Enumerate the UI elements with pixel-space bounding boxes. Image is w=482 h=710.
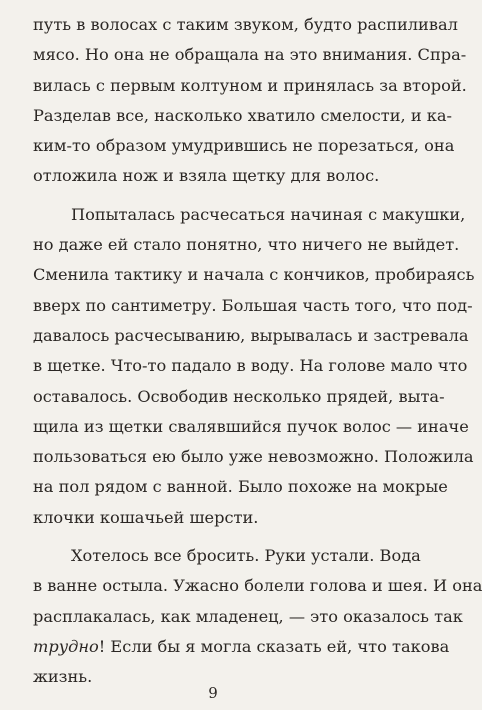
text-line: расплакалась, как младенец, — это оказалось так <box>33 606 463 626</box>
text-line: в щетке. Что-то падало в воду. На голове мало что <box>33 356 468 376</box>
paragraph-1 <box>33 10 467 192</box>
text-line: Сменила тактику и начала с кончиков, пробираясь <box>33 265 475 285</box>
text-line: отложила нож и взяла щетку для волос. <box>33 166 380 186</box>
text-line: Хотелось все бросить. Руки устали. Вода <box>71 546 421 566</box>
text-line: вилась с первым колтуном и принялась за второй. <box>33 75 467 95</box>
text-line: клочки кошачьей шерсти. <box>33 507 259 527</box>
text-line: Разделав все, насколько хватило смелости, и ка- <box>33 105 452 125</box>
text-line <box>33 632 450 662</box>
text-line-rest: ! Если бы я могла сказать ей, что такова <box>98 636 450 656</box>
text-line: Попыталась расчесаться начиная с макушки, <box>71 204 466 224</box>
text-line: оставалось. Освободив несколько прядей, выта- <box>33 386 445 406</box>
body-text <box>33 10 482 693</box>
paragraph-3 <box>33 541 482 692</box>
text-line: ким-то образом умудрившись не порезаться, она <box>33 136 455 156</box>
text-line: путь в волосах с таким звуком, будто распиливал <box>33 15 458 34</box>
text-line: жизнь. <box>33 667 93 687</box>
text-line: на пол рядом с ванной. Было похоже на мокрые <box>33 477 448 497</box>
text-line: в ванне остыла. Ужасно болели голова и шея. И она <box>33 576 482 596</box>
text-line: щила из щетки свалявшийся пучок волос — иначе <box>33 416 469 436</box>
text-line: вверх по сантиметру. Большая часть того, что под- <box>33 295 473 315</box>
text-line: мясо. Но она не обращала на это внимания. Спра- <box>33 45 467 65</box>
text-line: пользоваться ею было уже невозможно. Положила <box>33 447 474 467</box>
paragraph-2 <box>33 200 475 533</box>
text-line: но даже ей стало понятно, что ничего не выйдет. <box>33 235 460 255</box>
text-line: давалось расчесыванию, вырывалась и застревала <box>33 325 469 345</box>
page-number: 9 <box>208 684 218 702</box>
italic-word: трудно <box>33 636 99 656</box>
